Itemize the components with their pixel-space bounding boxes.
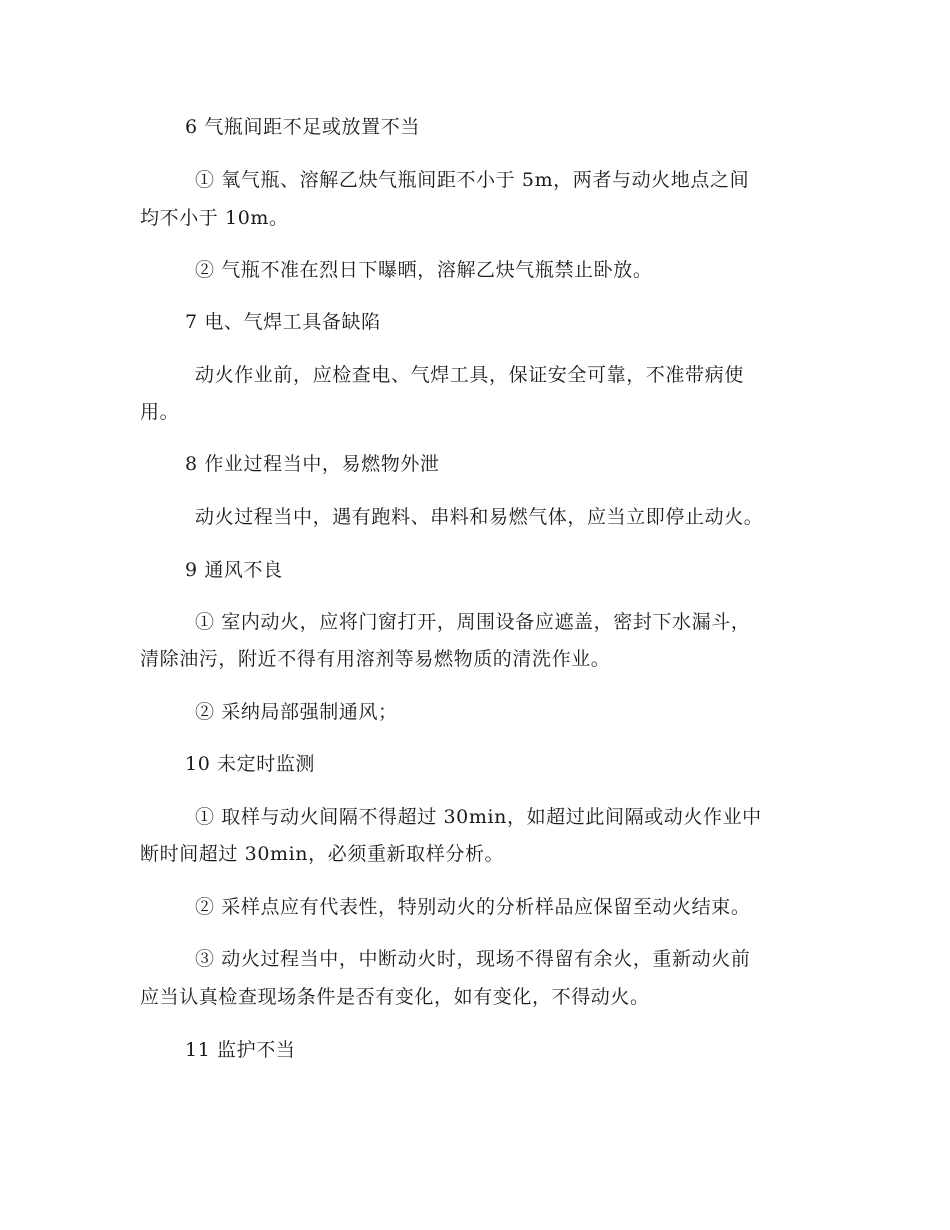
section-10-item-3-line-1: ③ 动火过程当中，中断动火时，现场不得留有余火，重新动火前	[195, 948, 751, 970]
section-7-paragraph-line-1: 动火作业前，应检查电、气焊工具，保证安全可靠，不准带病使	[195, 364, 744, 386]
section-10-heading: 10 未定时监测	[185, 753, 316, 775]
section-6-item-2: ② 气瓶不准在烈日下曝晒，溶解乙炔气瓶禁止卧放。	[195, 259, 653, 281]
section-9-heading: 9 通风不良	[185, 559, 283, 581]
section-7-paragraph-line-2: 用。	[140, 401, 180, 423]
section-7-heading: 7 电、气焊工具备缺陷	[185, 311, 381, 333]
section-10-item-2: ② 采样点应有代表性，特别动火的分析样品应保留至动火结束。	[195, 896, 751, 918]
section-6-item-1-line-2: 均不小于 10m。	[140, 207, 289, 229]
section-6-heading: 6 气瓶间距不足或放置不当	[185, 116, 420, 138]
section-9-item-1-line-2: 清除油污，附近不得有用溶剂等易燃物质的清洗作业。	[140, 648, 611, 670]
section-8-paragraph: 动火过程当中，遇有跑料、串料和易燃气体，应当立即停止动火。	[195, 506, 764, 528]
section-10-item-1-line-2: 断时间超过 30min，必须重新取样分析。	[140, 843, 505, 865]
section-10-item-3-line-2: 应当认真检查现场条件是否有变化，如有变化，不得动火。	[140, 986, 650, 1008]
section-11-heading: 11 监护不当	[185, 1039, 296, 1061]
section-6-item-1-line-1: ① 氧气瓶、溶解乙炔气瓶间距不小于 5m，两者与动火地点之间	[195, 169, 750, 191]
section-8-heading: 8 作业过程当中，易燃物外泄	[185, 453, 440, 475]
section-9-item-2: ② 采纳局部强制通风；	[195, 701, 398, 723]
section-10-item-1-line-1: ① 取样与动火间隔不得超过 30min，如超过此间隔或动火作业中	[195, 806, 762, 828]
section-9-item-1-line-1: ① 室内动火，应将门窗打开，周围设备应遮盖，密封下水漏斗，	[195, 611, 751, 633]
